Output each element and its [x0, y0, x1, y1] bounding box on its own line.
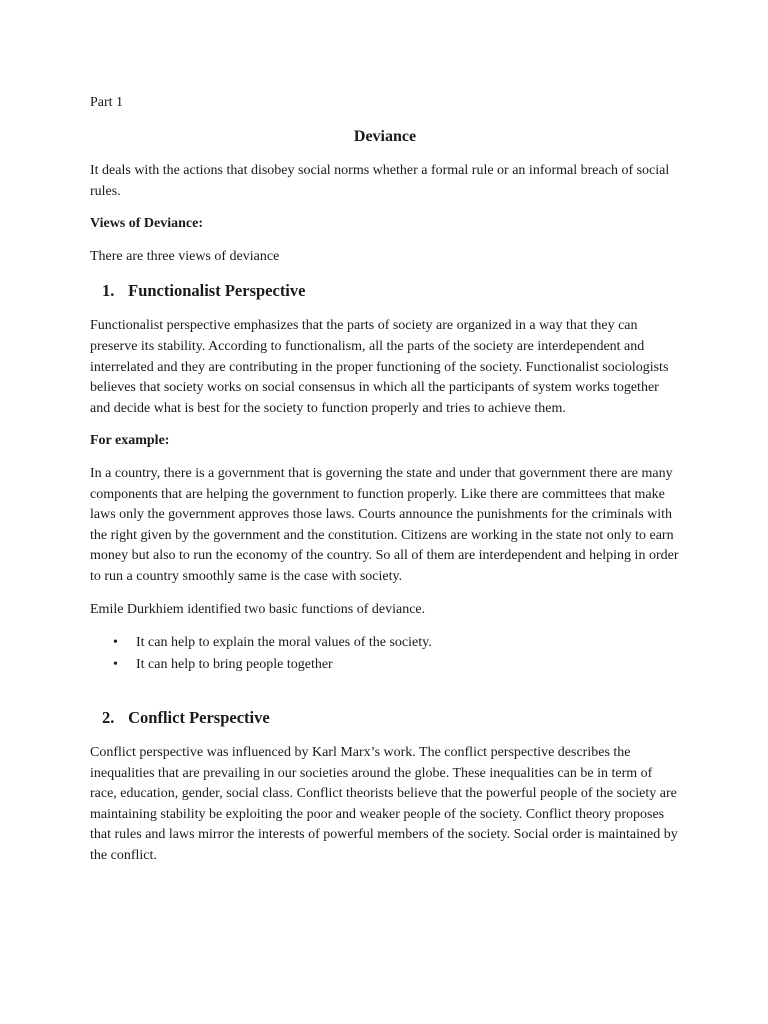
- section-title: Conflict Perspective: [128, 708, 270, 728]
- example-paragraph: In a country, there is a government that is governing the state and under that government there are many components that are helping the government to function properly. Like there are committees that make laws only the government approves those laws. Courts announce the punishments for the criminals with the right given by the government and the constitution. Citizens are working in the state not only to earn money but also to run the economy of the country. So all of them are interdependent and helping in order to run a country smoothly same is the case with society.: [90, 465, 679, 584]
- section-title: Functionalist Perspective: [128, 281, 306, 301]
- list-item: [90, 632, 680, 654]
- list-item: [90, 654, 680, 676]
- views-heading: Views of Deviance:: [90, 216, 204, 232]
- views-intro: There are three views of deviance: [90, 248, 280, 264]
- bullet-icon: •: [113, 657, 118, 673]
- section-number: 1.: [102, 281, 115, 301]
- example-label: For example:: [90, 433, 170, 449]
- document-page: [90, 94, 680, 879]
- functionalist-paragraph: Functionalist perspective emphasizes that the parts of society are organized in a way that they can preserve its stability. According to functionalism, all the parts of the society are interdependent and interrelated and they are contributing in the proper functioning of the society. Functionalist sociologists believes that society works on social consensus in which all the participants of system works together and decide what is best for the society to function properly and tries to achieve them.: [90, 318, 669, 416]
- section-number: 2.: [102, 708, 115, 728]
- part-label: Part 1: [90, 95, 124, 110]
- intro-paragraph: It deals with the actions that disobey social norms whether a formal rule or an informal breach of social rules.: [90, 163, 670, 199]
- durkheim-paragraph: Emile Durkhiem identified two basic functions of deviance.: [90, 601, 426, 617]
- list-item-text: It can help to bring people together: [136, 657, 333, 673]
- page-title: Deviance: [353, 128, 417, 145]
- conflict-paragraph: Conflict perspective was influenced by Karl Marx’s work. The conflict perspective describes the inequalities that are prevailing in our societies around the globe. These inequalities can be in term of race, education, gender, social class. Conflict theorists believe that the powerful people of the society are maintaining stability be exploiting the poor and weaker people of the society. Conflict theory proposes that rules and laws mirror the interests of powerful members of the society. Social order is maintained by the conflict.: [90, 745, 678, 864]
- list-item-text: It can help to explain the moral values of the society.: [136, 635, 432, 651]
- functions-list: [90, 632, 680, 676]
- bullet-icon: •: [113, 635, 118, 651]
- section-heading-conflict: [90, 706, 680, 730]
- section-heading-functionalist: [90, 279, 680, 303]
